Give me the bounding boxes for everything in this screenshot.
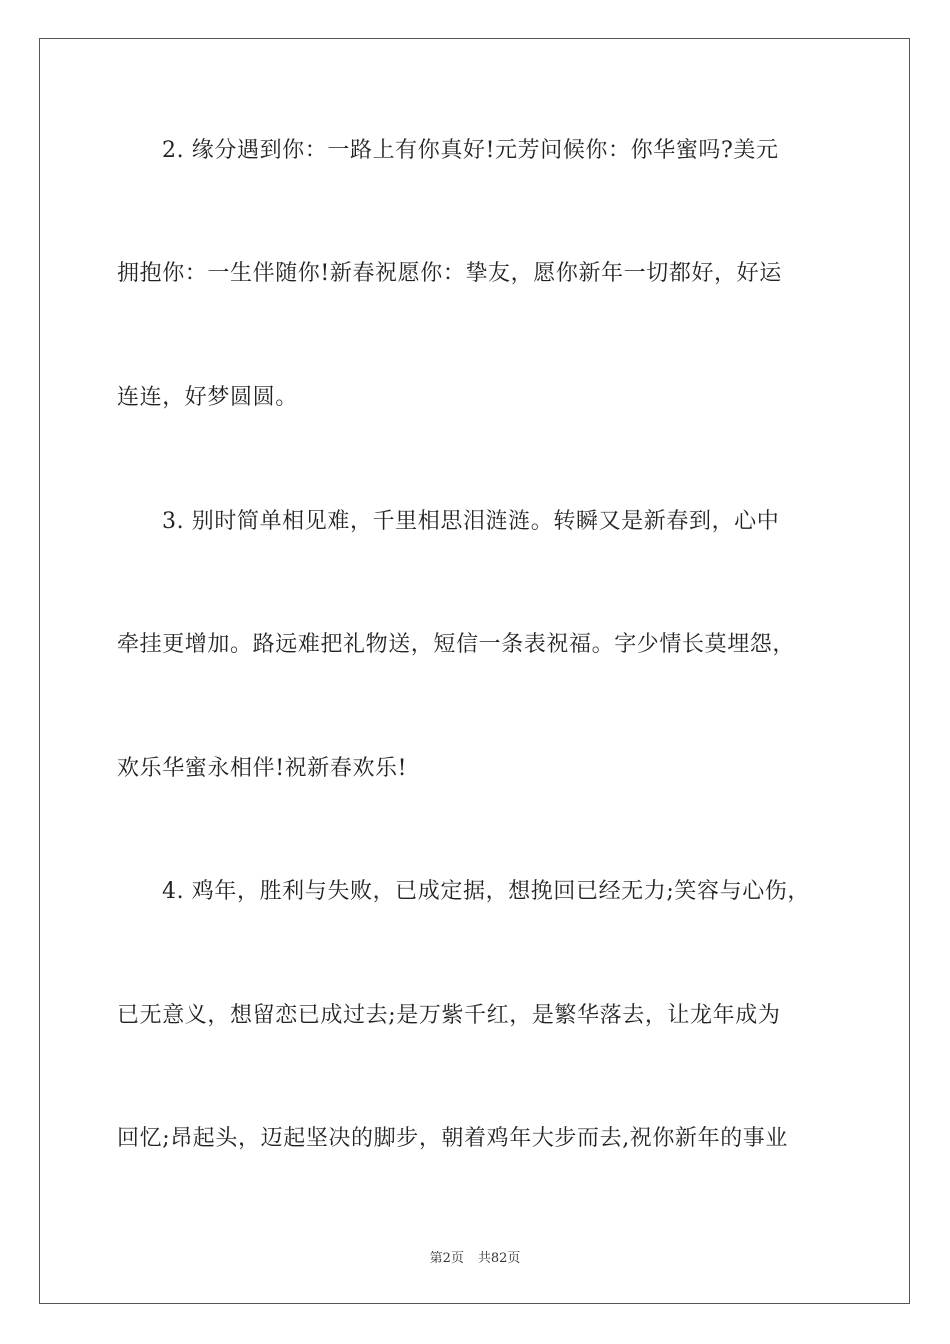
text-line: 拥抱你：一生伴随你!新春祝愿你：挚友，愿你新年一切都好，好运 (117, 261, 782, 286)
page-total: 共82页 (477, 1251, 521, 1266)
text-line: 连连，好梦圆圆。 (117, 385, 298, 410)
page-frame (39, 38, 910, 1304)
text-line: 4. 鸡年，胜利与失败，已成定据，想挽回已经无力;笑容与心伤， (162, 879, 810, 904)
page-footer (0, 1247, 950, 1266)
text-line: 已无意义，想留恋已成过去;是万紫千红，是繁华落去，让龙年成为 (117, 1003, 781, 1028)
text-line: 牵挂更增加。路远难把礼物送，短信一条表祝福。字少情长莫埋怨， (117, 632, 796, 657)
text-line: 2. 缘分遇到你：一路上有你真好!元芳问候你：你华蜜吗?美元 (162, 138, 779, 163)
text-line: 回忆;昂起头，迈起坚决的脚步，朝着鸡年大步而去,祝你新年的事业 (117, 1126, 789, 1151)
page-number: 第2页 (429, 1251, 464, 1266)
text-line: 3. 别时简单相见难，千里相思泪涟涟。转瞬又是新春到，心中 (162, 509, 780, 534)
text-line: 欢乐华蜜永相伴!祝新春欢乐! (117, 756, 408, 781)
